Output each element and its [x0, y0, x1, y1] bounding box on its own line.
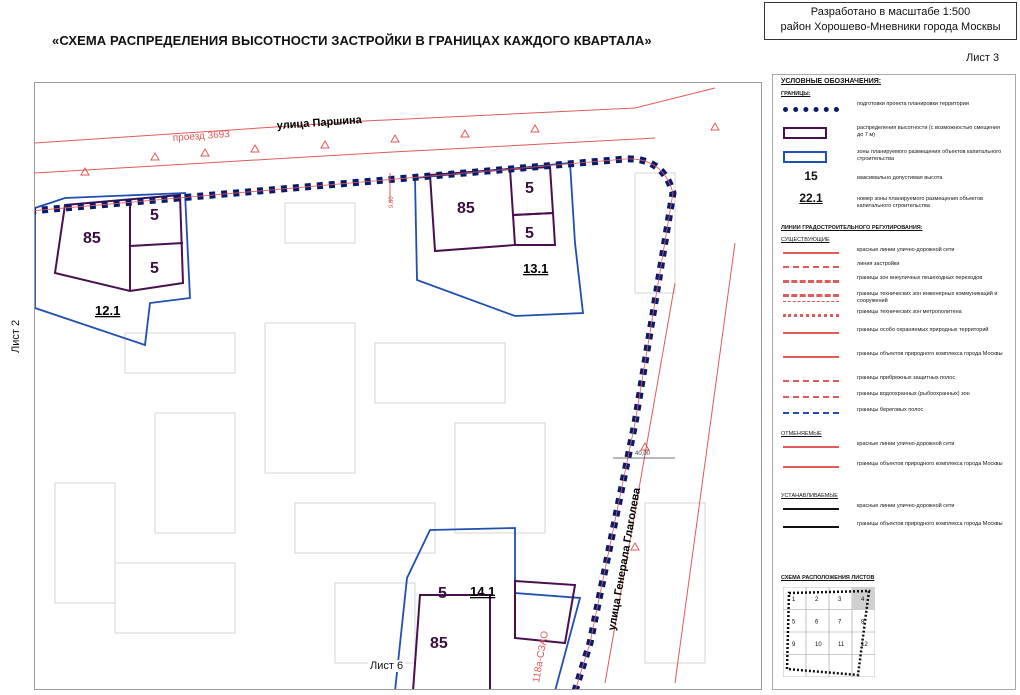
sheet-label: Лист 3	[966, 52, 1000, 64]
legend-existing-5	[779, 327, 1009, 347]
legend-text: максимально допустимая высота	[857, 175, 943, 181]
legend-text: красные линии улично-дорожной сети	[857, 503, 955, 509]
legend-text: границы объектов природного комплекса города Москвы	[857, 461, 1003, 467]
district-line: район Хорошево-Мневники города Москвы	[780, 21, 1001, 33]
legend-text: распределения высотности (с возможностью смещения до 7 м)	[857, 125, 1000, 138]
sheet-2-label: Лист 2	[10, 319, 22, 353]
legend-existing-3	[779, 291, 1009, 311]
cancelled-red-line-symbol	[783, 446, 839, 448]
zone-number-13-1: 13.1	[523, 261, 549, 276]
nature-complex-symbol	[783, 356, 839, 358]
pedestrian-symbol	[783, 280, 839, 283]
legend-item-height	[779, 125, 1009, 145]
sheet-number[interactable]: 1	[792, 597, 796, 603]
legend-text: границы особо охраняемых природных территорий	[857, 327, 989, 333]
legend-cancelled-0	[779, 441, 1009, 461]
shore-line-symbol	[783, 412, 839, 414]
height-boundary-symbol	[783, 127, 827, 139]
street-parshina: улица Паршина	[276, 114, 363, 132]
established-red-line-symbol	[783, 508, 839, 510]
legend-established-title: УСТАНАВЛИВАЕМЫЕ	[781, 493, 838, 499]
height-5-z12-a: 5	[150, 207, 159, 224]
red-line-symbol	[783, 252, 839, 254]
legend-text: подготовки проекта планировки территории	[857, 101, 969, 107]
legend-text: зоны планируемого размещения объектов капитального строительства	[857, 149, 1002, 162]
sheet-number[interactable]: 10	[815, 642, 822, 648]
legend-established-1	[779, 521, 1009, 541]
sheet-number[interactable]: 11	[838, 642, 845, 648]
height-5-z13-b: 5	[525, 225, 534, 242]
max-height-symbol: 15	[804, 169, 818, 183]
tech-zone-symbol	[783, 294, 839, 302]
sheet-number[interactable]: 2	[815, 597, 819, 603]
legend-text: номер зоны планируемого размещения объектов капитального строительства	[857, 196, 983, 209]
coastal-protect-symbol	[783, 380, 839, 382]
dimension-label: 40,00	[635, 451, 651, 457]
map-canvas	[35, 83, 762, 690]
sheet-number[interactable]: 12	[861, 642, 868, 648]
legend-text: границы объектов природного комплекса города Москвы	[857, 521, 1003, 527]
legend-item-zone	[779, 149, 1009, 169]
background-buildings	[55, 173, 705, 663]
legend-text: границы объектов природного комплекса города Москвы	[857, 351, 1003, 357]
metro-zone-symbol	[783, 314, 839, 317]
height-5-z13-a: 5	[525, 180, 534, 197]
zone-boundaries	[35, 163, 583, 690]
height-85-z14: 85	[430, 635, 448, 652]
legend-text: границы технических зон инженерных коммуникаций и сооружений	[857, 291, 998, 304]
legend-existing-6	[779, 351, 1009, 371]
legend-item-zone-number	[779, 193, 1009, 213]
scale-line: Разработано в масштабе 1:500	[810, 6, 971, 18]
zone-number-symbol: 22.1	[799, 191, 823, 205]
height-85-z13: 85	[457, 200, 475, 217]
red-lines	[35, 88, 735, 683]
height-85-z12: 85	[83, 230, 101, 247]
legend-existing-4	[779, 309, 1009, 329]
legend-text: красные линии улично-дорожной сети	[857, 247, 955, 253]
legend-cancelled-title: ОТМЕНЯЕМЫЕ	[781, 431, 822, 437]
legend-text: границы береговых полос	[857, 407, 924, 413]
sheet-number[interactable]: 7	[838, 619, 842, 626]
established-nature-symbol	[783, 526, 839, 528]
sheet-number[interactable]: 5	[792, 619, 796, 626]
legend-existing-9	[779, 407, 1009, 427]
legend-text: линия застройки	[857, 261, 900, 267]
sheet-layout-grid[interactable]	[783, 587, 875, 677]
sheet-number[interactable]: 6	[815, 619, 819, 626]
building-line-symbol	[783, 266, 839, 268]
legend-panel	[772, 74, 1016, 690]
water-zone-symbol	[783, 396, 839, 398]
planning-boundary-symbol	[783, 107, 839, 112]
map-area[interactable]	[34, 82, 762, 690]
road-markers	[81, 123, 719, 550]
page-title: «СХЕМА РАСПРЕДЕЛЕНИЯ ВЫСОТНОСТИ ЗАСТРОЙКИ В ГРАНИЦАХ КАЖДОГО КВАРТАЛА»	[52, 33, 652, 48]
legend-item-planning	[779, 101, 1009, 121]
legend-text: границы технических зон метрополитена	[857, 309, 962, 315]
legend-title: УСЛОВНЫЕ ОБОЗНАЧЕНИЯ:	[781, 78, 882, 85]
legend-lines-title: ЛИНИИ ГРАДОСТРОИТЕЛЬНОГО РЕГУЛИРОВАНИЯ:	[781, 225, 923, 231]
sheet-number[interactable]: 4	[861, 597, 865, 603]
scale-box	[764, 2, 1017, 40]
sheet-number[interactable]: 8	[861, 619, 865, 626]
legend-existing-title: СУЩЕСТВУЮЩИЕ	[781, 237, 830, 243]
sheet-number[interactable]: 9	[792, 642, 796, 648]
zone-boundary-symbol	[783, 151, 827, 163]
height-5-z12-b: 5	[150, 260, 159, 277]
legend-borders-title: ГРАНИЦЫ:	[781, 91, 811, 97]
sheet-number[interactable]: 3	[838, 597, 842, 603]
street-proezd: проезд 3693	[172, 129, 231, 144]
legend-established-0	[779, 503, 1009, 523]
legend-cancelled-1	[779, 461, 1009, 481]
legend-text: границы водоохранных (рыбоохранных) зон	[857, 391, 970, 397]
cancelled-nature-symbol	[783, 466, 839, 468]
sheet-6-label: Лист 6	[370, 660, 404, 672]
zone-number-12-1: 12.1	[95, 303, 121, 318]
szao-label: 118а-СЗАО	[531, 630, 552, 684]
legend-text: границы прибрежных защитных полос	[857, 375, 956, 381]
protected-area-symbol	[783, 332, 839, 334]
legend-sheets-title: СХЕМА РАСПОЛОЖЕНИЯ ЛИСТОВ	[781, 575, 875, 581]
small-mark-label: 9,80	[389, 196, 395, 208]
legend-item-max-height	[779, 171, 1009, 191]
legend-text: красные линии улично-дорожной сети	[857, 441, 955, 447]
street-glagoleva: улица Генерала Глаголева	[606, 486, 644, 632]
height-5-z14: 5	[438, 585, 447, 602]
height-boundaries	[55, 167, 575, 690]
legend-text: границы зон внеуличных пешеходных переходов	[857, 275, 983, 281]
zone-number-14-1: 14.1	[470, 584, 496, 599]
